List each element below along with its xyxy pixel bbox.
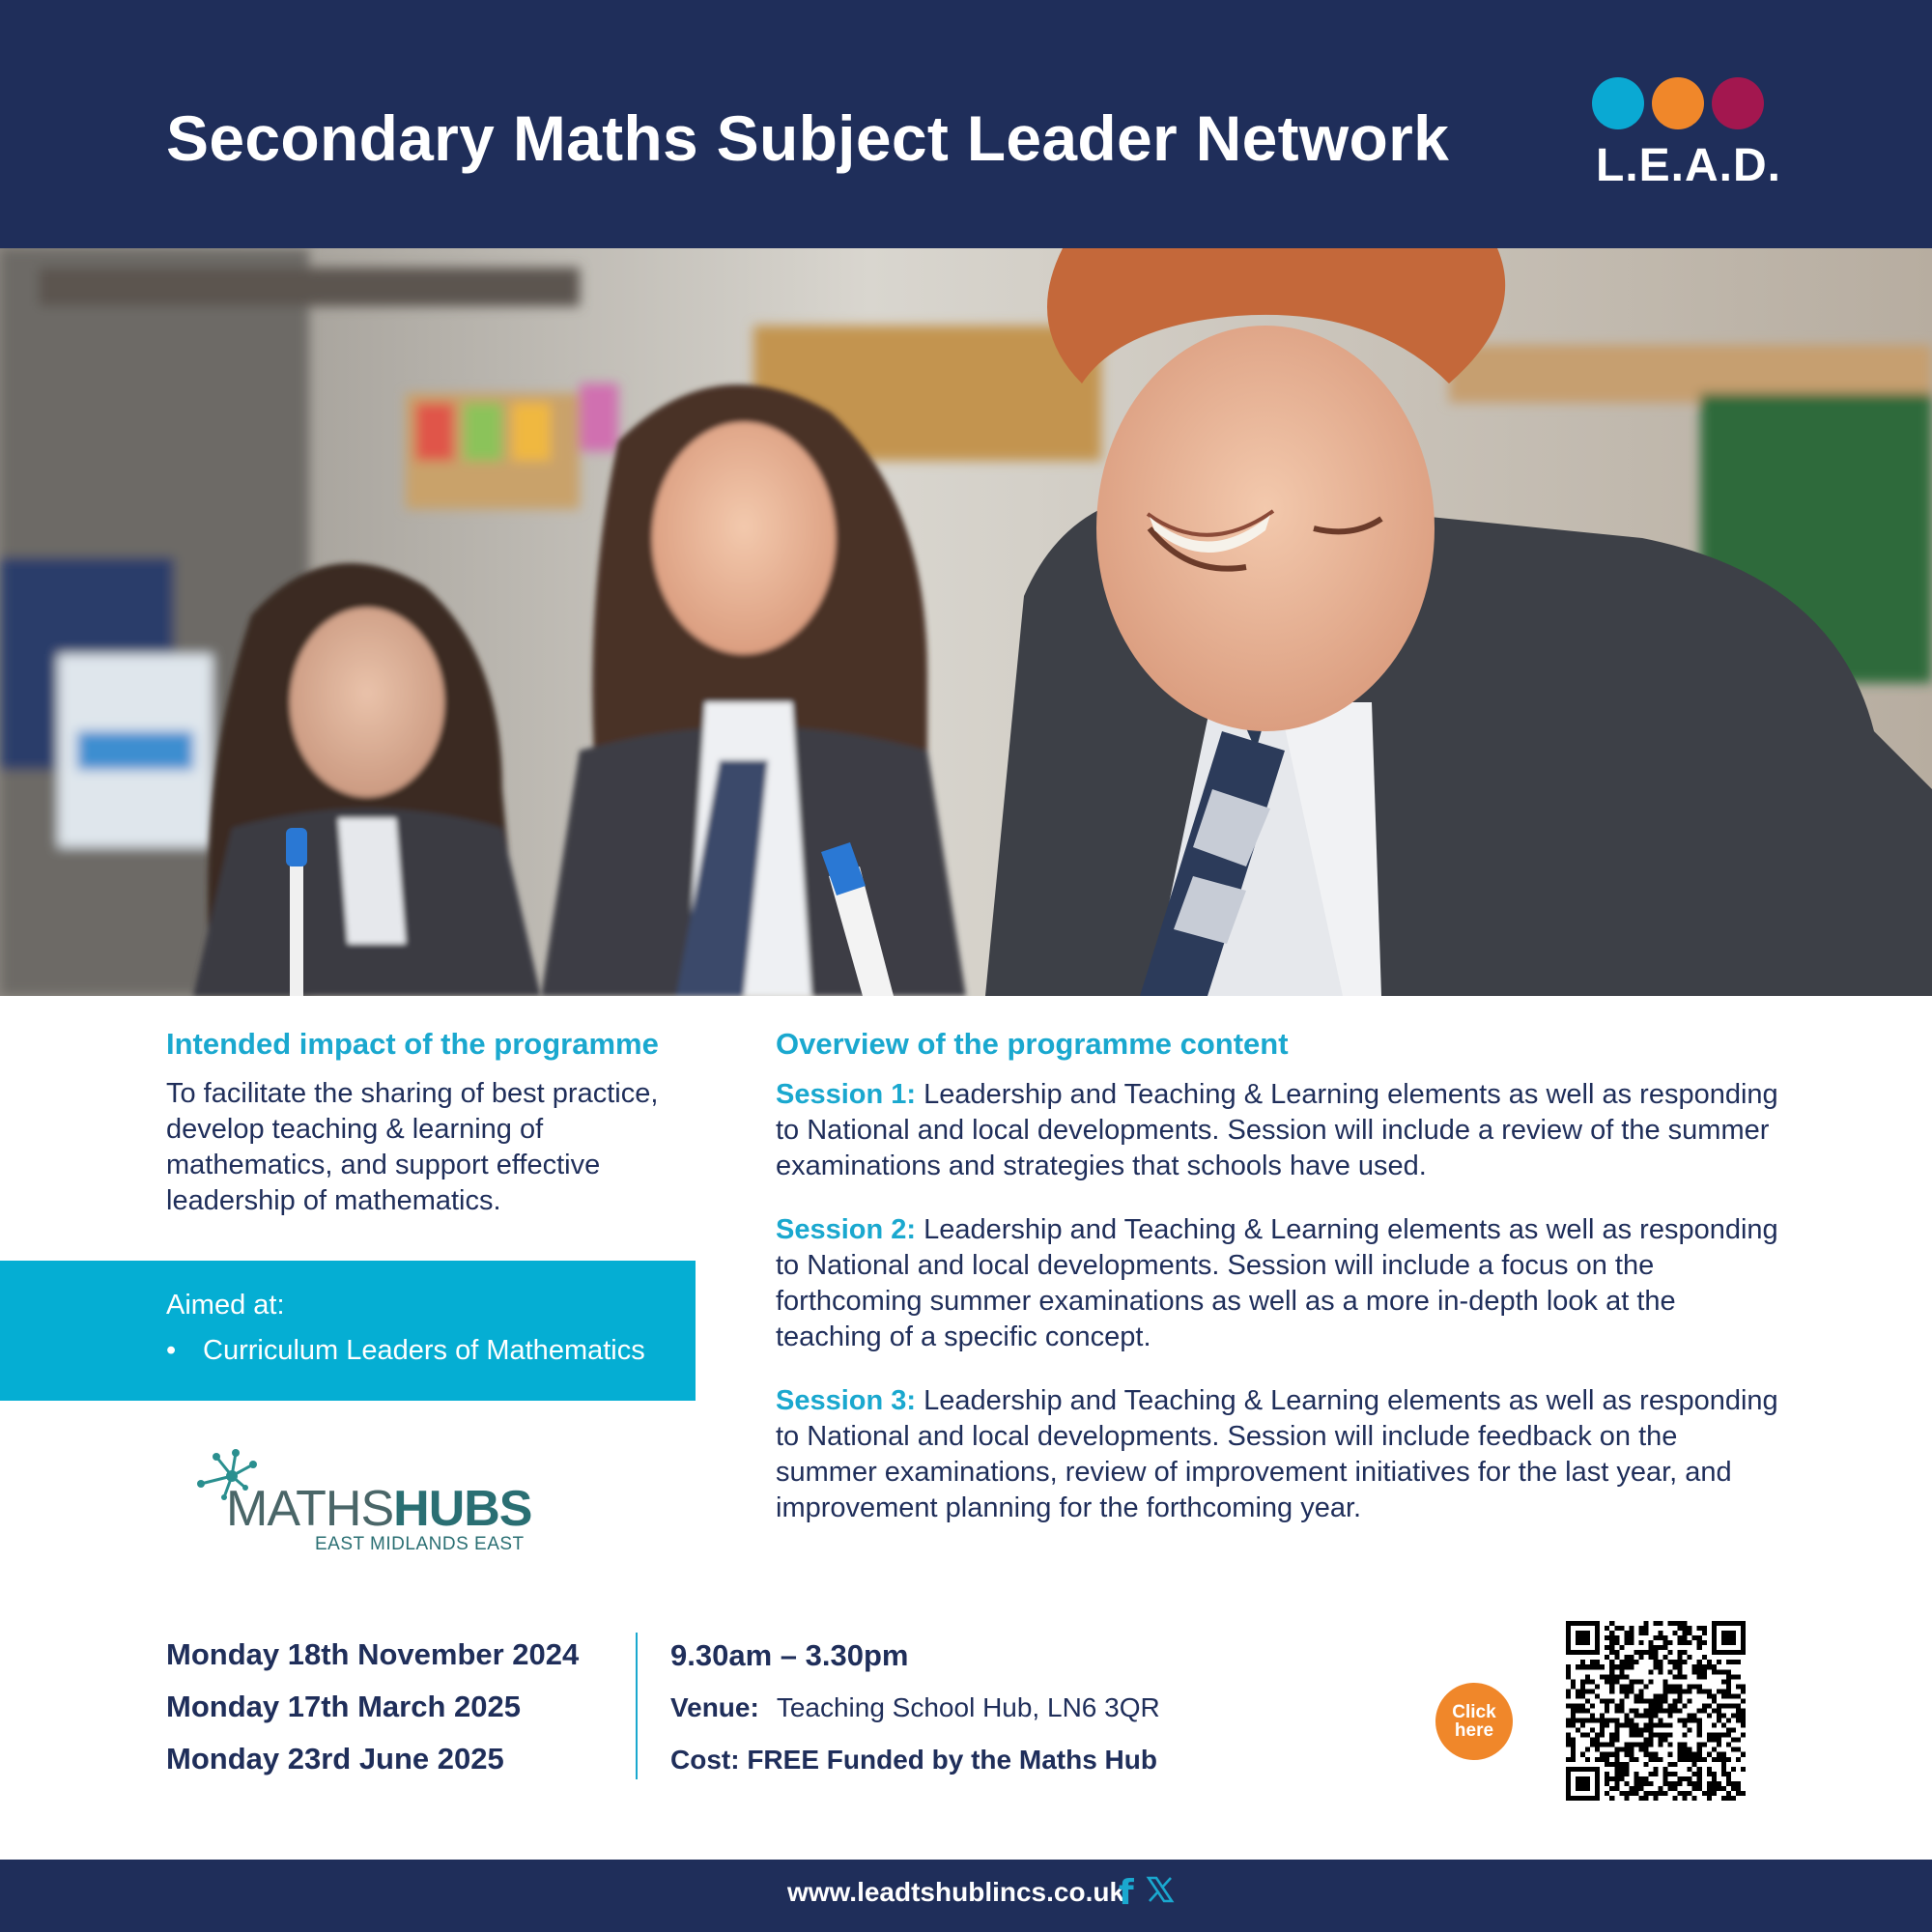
logo-dot-magenta <box>1712 77 1764 129</box>
hubs-word: HUBS <box>393 1481 532 1537</box>
session-text: Leadership and Teaching & Learning elements as well as responding to National and local developments. Session will include a review of the summer examinations and strategies that schools have used. <box>776 1079 1778 1181</box>
session-text: Leadership and Teaching & Learning elements as well as responding to National and local developments. Session will include feedback on the summer examinations, review of improvement initiatives for the last year, and improvement planning for the forthcoming year. <box>776 1385 1778 1523</box>
footer-website-link[interactable]: www.leadtshublincs.co.uk <box>787 1877 1125 1907</box>
aimed-at-item: Curriculum Leaders of Mathematics <box>203 1335 645 1366</box>
logo-dot-orange <box>1652 77 1704 129</box>
date-item: Monday 23rd June 2025 <box>166 1742 504 1776</box>
lead-logo-dots <box>1592 75 1768 129</box>
session-1 <box>776 1077 1780 1184</box>
session-2 <box>776 1212 1780 1355</box>
page-title: Secondary Maths Subject Leader Network <box>166 102 1450 174</box>
date-item: Monday 17th March 2025 <box>166 1690 521 1723</box>
event-cost: Cost: FREE Funded by the Maths Hub <box>670 1745 1157 1775</box>
venue-label: Venue: <box>670 1692 759 1722</box>
session-text: Leadership and Teaching & Learning elements as well as responding to National and local developments. Session will include a focus on the forthcoming summer examinations as well as a more in-depth look at the teaching of a specific concept. <box>776 1214 1778 1352</box>
aimed-at-box <box>0 1261 696 1401</box>
qr-code-icon <box>1566 1621 1746 1801</box>
maths-hubs-wordmark <box>226 1480 531 1538</box>
header-banner <box>0 0 1932 248</box>
maths-hubs-subtitle: EAST MIDLANDS EAST <box>315 1534 525 1554</box>
date-item: Monday 18th November 2024 <box>166 1637 580 1671</box>
maths-hubs-logo <box>195 1449 532 1555</box>
dates-list <box>166 1635 579 1792</box>
facebook-icon[interactable]: f <box>1119 1873 1134 1913</box>
session-label: Session 2: <box>776 1214 917 1245</box>
click-here-button[interactable] <box>1435 1683 1513 1760</box>
x-icon[interactable] <box>1146 1875 1175 1904</box>
lead-logo-text: L.E.A.D. <box>1596 140 1782 191</box>
lead-logo <box>1592 75 1782 195</box>
bullet-icon: • <box>166 1335 177 1366</box>
aimed-at-list <box>166 1335 645 1367</box>
click-here-line2: here <box>1454 1720 1494 1741</box>
classroom-photo-illustration <box>0 248 1932 996</box>
event-venue <box>670 1689 1160 1741</box>
overview-heading: Overview of the programme content <box>776 1027 1289 1061</box>
info-divider <box>636 1633 638 1779</box>
impact-text: To facilitate the sharing of best practice, develop teaching & learning of mathematics, and support effective leadership of mathematics. <box>166 1078 659 1216</box>
maths-word: MATHS <box>226 1481 394 1537</box>
click-here-line1: Click <box>1452 1702 1496 1722</box>
event-time: 9.30am – 3.30pm <box>670 1638 909 1672</box>
venue-value: Teaching School Hub, LN6 3QR <box>776 1692 1160 1722</box>
session-label: Session 1: <box>776 1079 917 1110</box>
session-3 <box>776 1383 1780 1526</box>
event-info <box>670 1636 1160 1793</box>
list-item <box>166 1335 645 1367</box>
hero-photo <box>0 248 1932 996</box>
logo-dot-cyan <box>1592 77 1644 129</box>
qr-code[interactable] <box>1566 1621 1746 1801</box>
session-label: Session 3: <box>776 1385 917 1416</box>
footer-bar <box>0 1860 1932 1932</box>
aimed-at-title: Aimed at: <box>166 1290 285 1321</box>
impact-heading: Intended impact of the programme <box>166 1027 659 1061</box>
